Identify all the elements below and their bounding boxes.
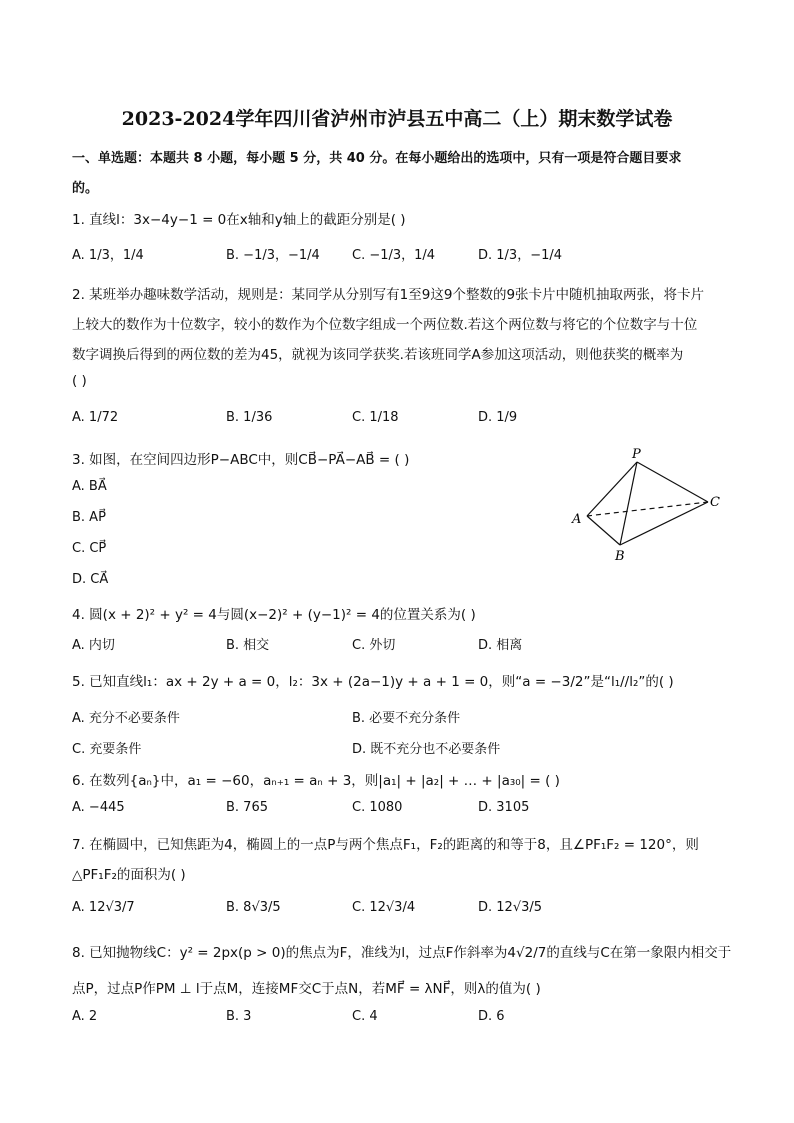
tetrahedron-figure — [560, 440, 730, 570]
q8-option-b: B. 3 — [226, 1009, 252, 1024]
q6-option-b: B. 765 — [226, 800, 268, 815]
q4-option-d: D. 相离 — [478, 638, 523, 653]
edge-pc — [637, 462, 708, 502]
q7-option-d: D. 12√3/5 — [478, 900, 543, 915]
question-2-line3: 数字调换后得到的两位数的差为45，就视为该同学获奖.若该班同学A参加这项活动，则他获奖的概率为 — [72, 347, 684, 363]
edge-pa — [587, 462, 637, 516]
edge-bc — [620, 502, 708, 545]
q2-option-d: D. 1/9 — [478, 410, 518, 425]
label-p: P — [632, 447, 641, 462]
q6-option-c: C. 1080 — [352, 800, 403, 815]
q1-option-b: B. −1/3，−1/4 — [226, 248, 320, 263]
edge-pb — [620, 462, 637, 545]
q5-option-d: D. 既不充分也不必要条件 — [352, 742, 501, 757]
question-5-text: 5. 已知直线l₁：ax + 2y + a = 0，l₂：3x + (2a−1)y + a + 1 = 0，则“a = −3/2”是“l₁//l₂”的( ) — [72, 674, 674, 690]
question-2-line4: ( ) — [72, 373, 87, 389]
q3-option-a: A. BA⃗ — [72, 479, 107, 494]
question-6-text: 6. 在数列{aₙ}中，a₁ = −60，aₙ₊₁ = aₙ + 3，则|a₁| + |a₂| + … + |a₃₀| = ( ) — [72, 773, 560, 789]
q3-option-c: C. CP⃗ — [72, 541, 107, 556]
section-header-line2: 的。 — [72, 181, 99, 196]
page-title: 2023-2024学年四川省泸州市泸县五中高二（上）期末数学试卷 — [121, 108, 673, 130]
q3-option-d: D. CA⃗ — [72, 572, 109, 587]
question-4-text: 4. 圆(x + 2)² + y² = 4与圆(x−2)² + (y−1)² = 4的位置关系为( ) — [72, 607, 476, 623]
q3-option-b: B. AP⃗ — [72, 510, 106, 525]
label-c: C — [710, 495, 720, 510]
q2-option-c: C. 1/18 — [352, 410, 399, 425]
question-2-line2: 上较大的数作为十位数字，较小的数作为个位数字组成一个两位数.若这个两位数与将它的个位数字与十位 — [72, 317, 698, 333]
q6-option-a: A. −445 — [72, 800, 125, 815]
q4-option-a: A. 内切 — [72, 638, 115, 653]
label-a: A — [572, 512, 582, 527]
question-8-line2: 点P，过点P作PM ⊥ l于点M，连接MF交C于点N，若MF⃗ = λNF⃗，则λ的值为( ) — [72, 981, 541, 997]
q2-option-b: B. 1/36 — [226, 410, 273, 425]
q5-option-b: B. 必要不充分条件 — [352, 711, 461, 726]
label-b: B — [615, 549, 625, 564]
section-header-line1: 一、单选题：本题共 8 小题，每小题 5 分，共 40 分。在每小题给出的选项中，只有一项是符合题目要求 — [72, 151, 682, 166]
q4-option-b: B. 相交 — [226, 638, 270, 653]
question-2-line1: 2. 某班举办趣味数学活动，规则是：某同学从分别写有1至9这9个整数的9张卡片中随机抽取两张，将卡片 — [72, 287, 705, 303]
q8-option-c: C. 4 — [352, 1009, 378, 1024]
question-1-text: 1. 直线l：3x−4y−1 = 0在x轴和y轴上的截距分别是( ) — [72, 212, 406, 228]
question-3-text: 3. 如图，在空间四边形P−ABC中，则CB⃗−PA⃗−AB⃗ = ( ) — [72, 452, 410, 468]
question-7-line1: 7. 在椭圆中，已知焦距为4，椭圆上的一点P与两个焦点F₁，F₂的距离的和等于8，且∠PF₁F₂ = 120°，则 — [72, 837, 699, 853]
question-7-line2: △PF₁F₂的面积为( ) — [72, 867, 186, 883]
q7-option-a: A. 12√3/7 — [72, 900, 135, 915]
q5-option-c: C. 充要条件 — [72, 742, 142, 757]
edge-ac-hidden — [587, 502, 708, 516]
q7-option-b: B. 8√3/5 — [226, 900, 281, 915]
q2-option-a: A. 1/72 — [72, 410, 119, 425]
q4-option-c: C. 外切 — [352, 638, 396, 653]
q1-option-d: D. 1/3，−1/4 — [478, 248, 563, 263]
q6-option-d: D. 3105 — [478, 800, 530, 815]
q7-option-c: C. 12√3/4 — [352, 900, 416, 915]
q1-option-c: C. −1/3，1/4 — [352, 248, 436, 263]
question-8-line1: 8. 已知抛物线C：y² = 2px(p > 0)的焦点为F，准线为l，过点F作斜率为4√2/7的直线与C在第一象限内相交于 — [72, 945, 732, 961]
q8-option-d: D. 6 — [478, 1009, 505, 1024]
q8-option-a: A. 2 — [72, 1009, 98, 1024]
q1-option-a: A. 1/3，1/4 — [72, 248, 144, 263]
q5-option-a: A. 充分不必要条件 — [72, 711, 180, 726]
edge-ab — [587, 516, 620, 545]
